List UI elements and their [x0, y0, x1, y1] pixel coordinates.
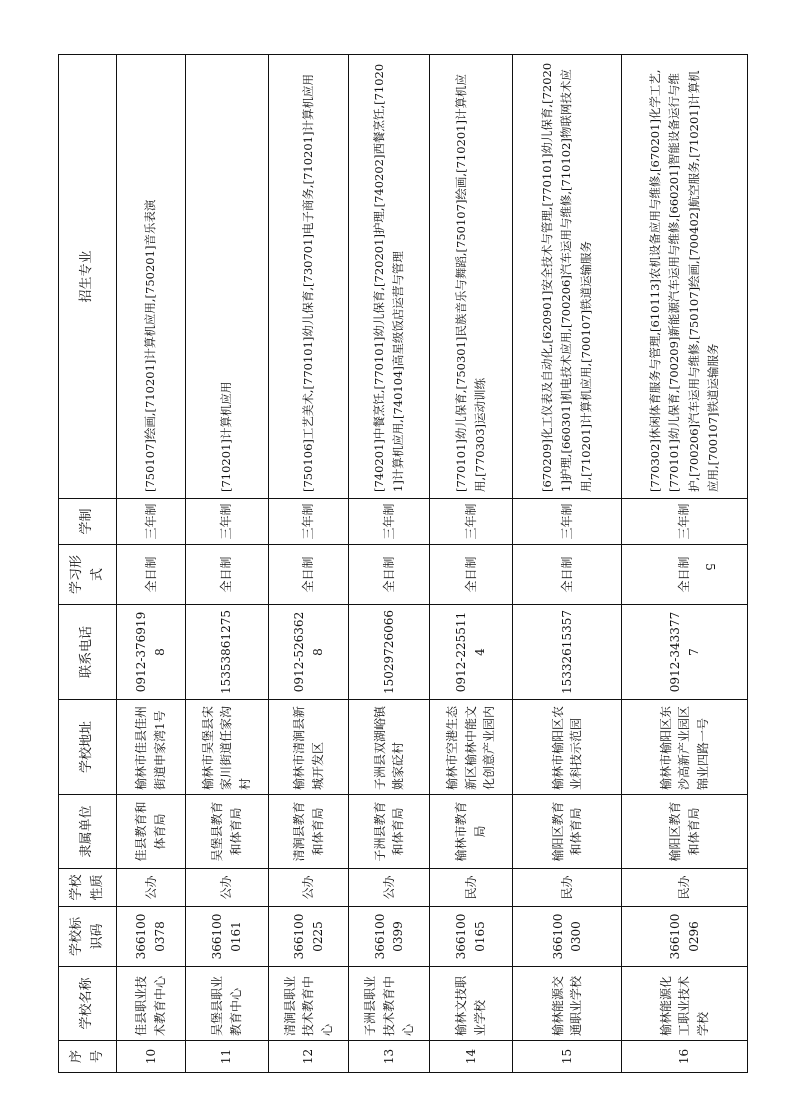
cell-addr: 榆林市清涧县新城开发区 — [268, 700, 349, 795]
header-addr: 学校地址 — [59, 700, 117, 795]
cell-addr: 榆林市榆阳区农业科技示范园 — [513, 700, 622, 795]
cell-dept: 吴堡县教育和体育局 — [185, 795, 268, 869]
cell-dept: 榆林市教育局 — [430, 795, 513, 869]
cell-code: 3661000296 — [622, 907, 748, 967]
cell-majors: [670209]化工仪表及自动化,[620901]安全技术与管理,[770101]幼儿保育,[720201]护理,[660301]机电技术应用,[700206]汽车运用与维修,[710102]物联网技术应用,[710201]计算机应用,[700107]铁道运输服务 — [513, 55, 622, 499]
cell-dept: 佳县教育和体育局 — [117, 795, 186, 869]
school-table — [58, 54, 748, 1073]
cell-dept: 榆阳区教育和体育局 — [513, 795, 622, 869]
cell-addr: 榆林市佳县佳州街道申家湾1号 — [117, 700, 186, 795]
cell-dept: 清涧县教育和体育局 — [268, 795, 349, 869]
cell-length: 三年制 — [349, 499, 430, 545]
cell-phone: 0912-3433777 — [622, 605, 748, 700]
cell-phone: 15029726066 — [349, 605, 430, 700]
cell-form: 全日制 — [622, 545, 748, 605]
cell-name: 清涧县职业技术教育中心 — [268, 967, 349, 1041]
cell-name: 榆林能源化工职业技术学校 — [622, 967, 748, 1041]
cell-majors: [750106]工艺美术,[770101]幼儿保育,[730701]电子商务,[710201]计算机应用 — [268, 55, 349, 499]
header-code: 学校标识码 — [59, 907, 117, 967]
cell-name: 榆林文技职业学校 — [430, 967, 513, 1041]
cell-length: 三年制 — [185, 499, 268, 545]
cell-length: 三年制 — [117, 499, 186, 545]
cell-phone: 0912-2255114 — [430, 605, 513, 700]
cell-nature: 民办 — [513, 869, 622, 907]
cell-no: 14 — [430, 1041, 513, 1073]
cell-length: 三年制 — [430, 499, 513, 545]
cell-majors: [770302]休闲体育服务与管理,[610113]农机设备应用与维修,[670201]化学工艺,[770101]幼儿保育,[700209]新能源汽车运用与维修,[660201]智能设备运行与维护,[700206]汽车运用与维修,[750107]绘画,[700402]航空服务,[710201]计算机应用,[700107]铁道运输服务 — [622, 55, 748, 499]
table-row — [622, 55, 748, 1073]
table-row — [117, 55, 186, 1073]
cell-nature: 公办 — [117, 869, 186, 907]
cell-no: 16 — [622, 1041, 748, 1073]
cell-majors: [750107]绘画,[710201]计算机应用,[750201]音乐表演 — [117, 55, 186, 499]
cell-addr: 子洲县双湖峪镇姚家砭村 — [349, 700, 430, 795]
cell-code: 3661000161 — [185, 907, 268, 967]
header-dept: 隶属单位 — [59, 795, 117, 869]
cell-phone: 0912-5263628 — [268, 605, 349, 700]
header-name: 学校名称 — [59, 967, 117, 1041]
cell-nature: 公办 — [268, 869, 349, 907]
header-row — [59, 55, 117, 1073]
cell-form: 全日制 — [268, 545, 349, 605]
cell-phone: 15332615357 — [513, 605, 622, 700]
cell-no: 10 — [117, 1041, 186, 1073]
rotated-table-container — [58, 55, 748, 1073]
cell-name: 佳县职业技术教育中心 — [117, 967, 186, 1041]
cell-phone: 0912-3769198 — [117, 605, 186, 700]
cell-length: 三年制 — [622, 499, 748, 545]
cell-name: 吴堡县职业教育中心 — [185, 967, 268, 1041]
cell-code: 3661000378 — [117, 907, 186, 967]
table-row — [513, 55, 622, 1073]
cell-addr: 榆林市空港生态新区榆林中能文化创意产业园内 — [430, 700, 513, 795]
cell-name: 榆林能源交通职业学校 — [513, 967, 622, 1041]
header-nature: 学校性质 — [59, 869, 117, 907]
cell-majors: [710201]计算机应用 — [185, 55, 268, 499]
table-row — [268, 55, 349, 1073]
table-row — [430, 55, 513, 1073]
cell-code: 3661000399 — [349, 907, 430, 967]
cell-nature: 民办 — [430, 869, 513, 907]
cell-code: 3661000225 — [268, 907, 349, 967]
cell-code: 3661000300 — [513, 907, 622, 967]
cell-no: 11 — [185, 1041, 268, 1073]
cell-dept: 子洲县教育和体育局 — [349, 795, 430, 869]
cell-nature: 公办 — [185, 869, 268, 907]
page-number: 5 — [702, 563, 717, 571]
cell-addr: 榆林市榆阳区东沙高新产业园区锦业四路一号 — [622, 700, 748, 795]
header-majors: 招生专业 — [59, 55, 117, 499]
cell-length: 三年制 — [268, 499, 349, 545]
cell-form: 全日制 — [513, 545, 622, 605]
header-form: 学习形式 — [59, 545, 117, 605]
cell-no: 12 — [268, 1041, 349, 1073]
cell-phone: 15353861275 — [185, 605, 268, 700]
cell-nature: 民办 — [622, 869, 748, 907]
cell-name: 子洲县职业技术教育中心 — [349, 967, 430, 1041]
cell-majors: [770101]幼儿保育,[750301]民族音乐与舞蹈,[750107]绘画,[710201]计算机应用,[770303]运动训练 — [430, 55, 513, 499]
header-no: 序号 — [59, 1041, 117, 1073]
cell-addr: 榆林市吴堡县宋家川街道任家沟村 — [185, 700, 268, 795]
cell-nature: 公办 — [349, 869, 430, 907]
cell-form: 全日制 — [430, 545, 513, 605]
table-row — [349, 55, 430, 1073]
cell-length: 三年制 — [513, 499, 622, 545]
table-row — [185, 55, 268, 1073]
cell-form: 全日制 — [117, 545, 186, 605]
cell-no: 15 — [513, 1041, 622, 1073]
header-length: 学制 — [59, 499, 117, 545]
cell-code: 3661000165 — [430, 907, 513, 967]
cell-dept: 榆阳区教育和体育局 — [622, 795, 748, 869]
cell-no: 13 — [349, 1041, 430, 1073]
header-phone: 联系电话 — [59, 605, 117, 700]
cell-majors: [740201]中餐烹饪,[770101]幼儿保育,[720201]护理,[740202]西餐烹饪,[710201]计算机应用,[740104]高星级饭店运营与管理 — [349, 55, 430, 499]
cell-form: 全日制 — [185, 545, 268, 605]
cell-form: 全日制 — [349, 545, 430, 605]
